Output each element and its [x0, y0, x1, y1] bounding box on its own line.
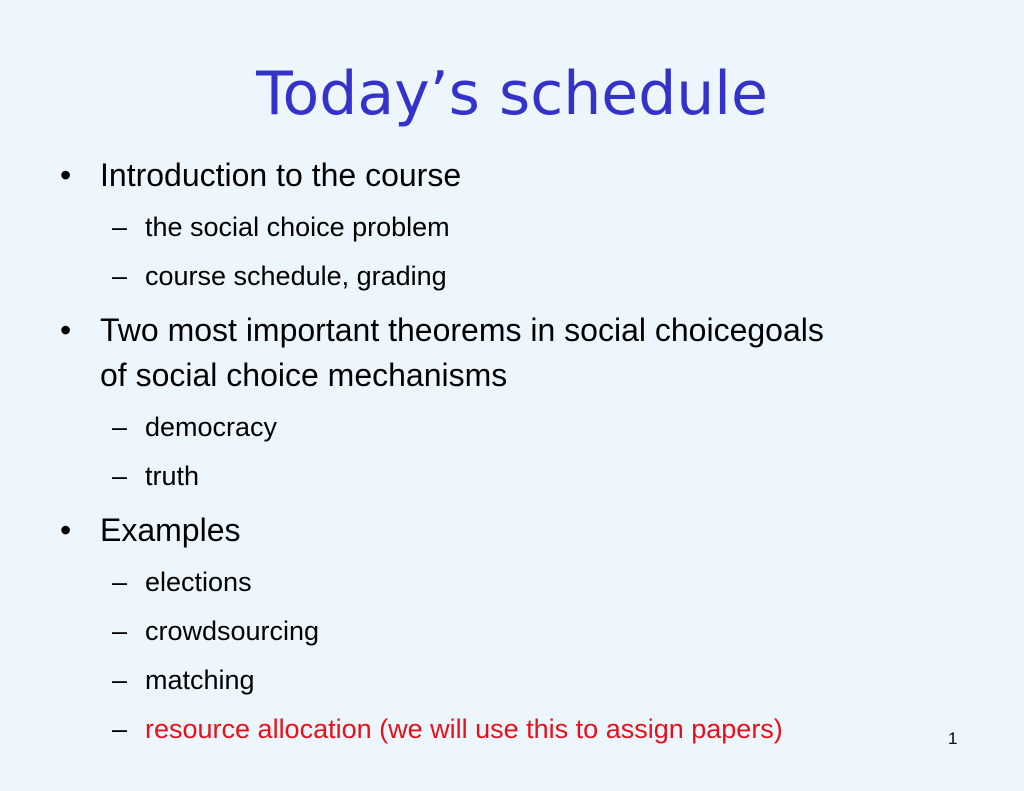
- dash-marker: –: [112, 412, 128, 442]
- dash-marker: –: [112, 212, 128, 242]
- sub-item-text: elections: [145, 567, 252, 597]
- bullet-text-line2: of social choice mechanisms: [100, 357, 508, 393]
- slide-title: Today’s schedule: [256, 59, 768, 129]
- dash-marker: –: [112, 714, 128, 744]
- sub-item-text: the social choice problem: [145, 212, 450, 242]
- page-number: 1: [948, 729, 958, 748]
- bullet-marker: •: [60, 512, 72, 548]
- dash-marker: –: [112, 567, 128, 597]
- bullet-text-line1: Two most important theorems in social choicegoals: [100, 312, 824, 348]
- bullet-text: Examples: [100, 512, 241, 548]
- sub-item-text: matching: [145, 665, 255, 695]
- sub-item-text: course schedule, grading: [145, 261, 447, 291]
- dash-marker: –: [112, 616, 128, 646]
- sub-item-text: democracy: [145, 412, 278, 442]
- dash-marker: –: [112, 261, 128, 291]
- dash-marker: –: [112, 665, 128, 695]
- bullet-marker: •: [60, 312, 72, 348]
- sub-item-text: crowdsourcing: [145, 616, 320, 646]
- sub-item-text: truth: [145, 461, 200, 491]
- bullet-text: Introduction to the course: [100, 157, 462, 193]
- dash-marker: –: [112, 461, 128, 491]
- sub-item-text-highlighted: resource allocation (we will use this to assign papers): [145, 714, 783, 744]
- bullet-marker: •: [60, 157, 72, 193]
